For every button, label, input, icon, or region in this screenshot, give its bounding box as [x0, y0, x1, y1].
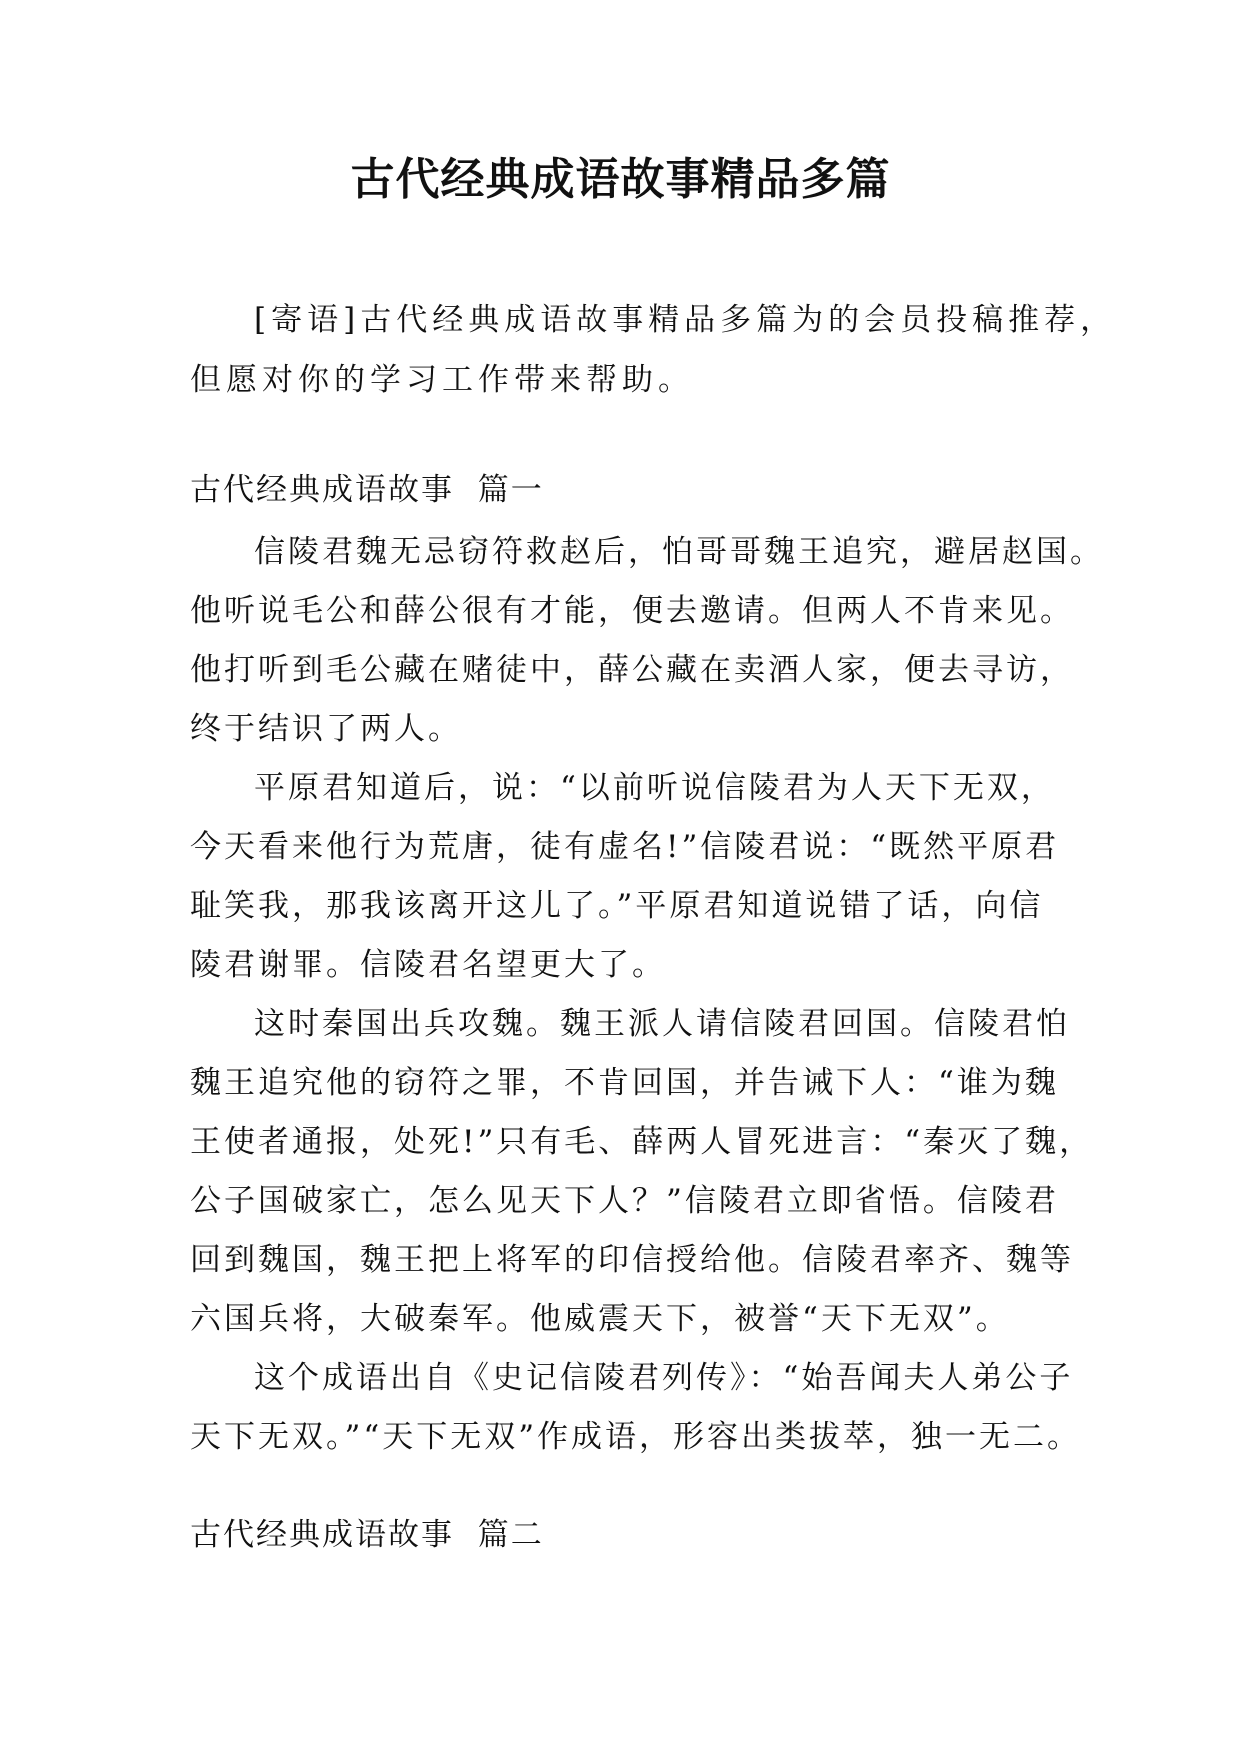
paragraph-line: 这时秦国出兵攻魏。魏王派人请信陵君回国。信陵君怕	[254, 1006, 1070, 1042]
paragraph-line: 信陵君魏无忌窃符救赵后，怕哥哥魏王追究，避居赵国。	[254, 534, 1104, 570]
paragraph-line: 天下无双。”“天下无双”作成语，形容出类拔萃，独一无二。	[190, 1419, 1082, 1455]
paragraph-line: 陵君谢罪。信陵君名望更大了。	[190, 947, 666, 983]
paragraph-line: 王使者通报，处死!”只有毛、薛两人冒死进言：“秦灭了魏，	[190, 1124, 1094, 1160]
intro-line: [寄语]古代经典成语故事精品多篇为的会员投稿推荐，	[254, 302, 1117, 338]
intro-paragraph	[190, 290, 1117, 410]
paragraph-line: 公子国破家亡，怎么见天下人？”信陵君立即省悟。信陵君	[190, 1183, 1059, 1219]
section-heading-text: 古代经典成语故事 篇二	[190, 1517, 544, 1553]
paragraph-line: 他听说毛公和薛公很有才能，便去邀请。但两人不肯来见。	[190, 593, 1074, 629]
paragraph-line: 这个成语出自《史记信陵君列传》：“始吾闻夫人弟公子	[254, 1360, 1074, 1396]
section-1-body	[190, 523, 1104, 1467]
paragraph-line: 他打听到毛公藏在赌徒中，薛公藏在卖酒人家，便去寻访，	[190, 652, 1074, 688]
paragraph-line: 回到魏国，魏王把上将军的印信授给他。信陵君率齐、魏等	[190, 1242, 1074, 1278]
paragraph-line: 魏王追究他的窃符之罪，不肯回国，并告诫下人：“谁为魏	[190, 1065, 1059, 1101]
paragraph-line: 今天看来他行为荒唐，徒有虚名!”信陵君说：“既然平原君	[190, 829, 1060, 865]
paragraph-line: 耻笑我，那我该离开这儿了。”平原君知道说错了话，向信	[190, 888, 1044, 924]
paragraph-line: 终于结识了两人。	[190, 711, 462, 747]
section-heading-1	[190, 463, 1050, 518]
section-heading-text: 古代经典成语故事 篇一	[190, 472, 544, 508]
paragraph-line: 六国兵将，大破秦军。他威震天下，被誉“天下无双”。	[190, 1301, 1010, 1337]
document-title: 古代经典成语故事精品多篇	[350, 154, 891, 205]
section-heading-2	[190, 1508, 1050, 1563]
paragraph-line: 平原君知道后，说：“以前听说信陵君为人天下无双，	[254, 770, 1055, 806]
intro-line: 但愿对你的学习工作带来帮助。	[190, 362, 694, 398]
